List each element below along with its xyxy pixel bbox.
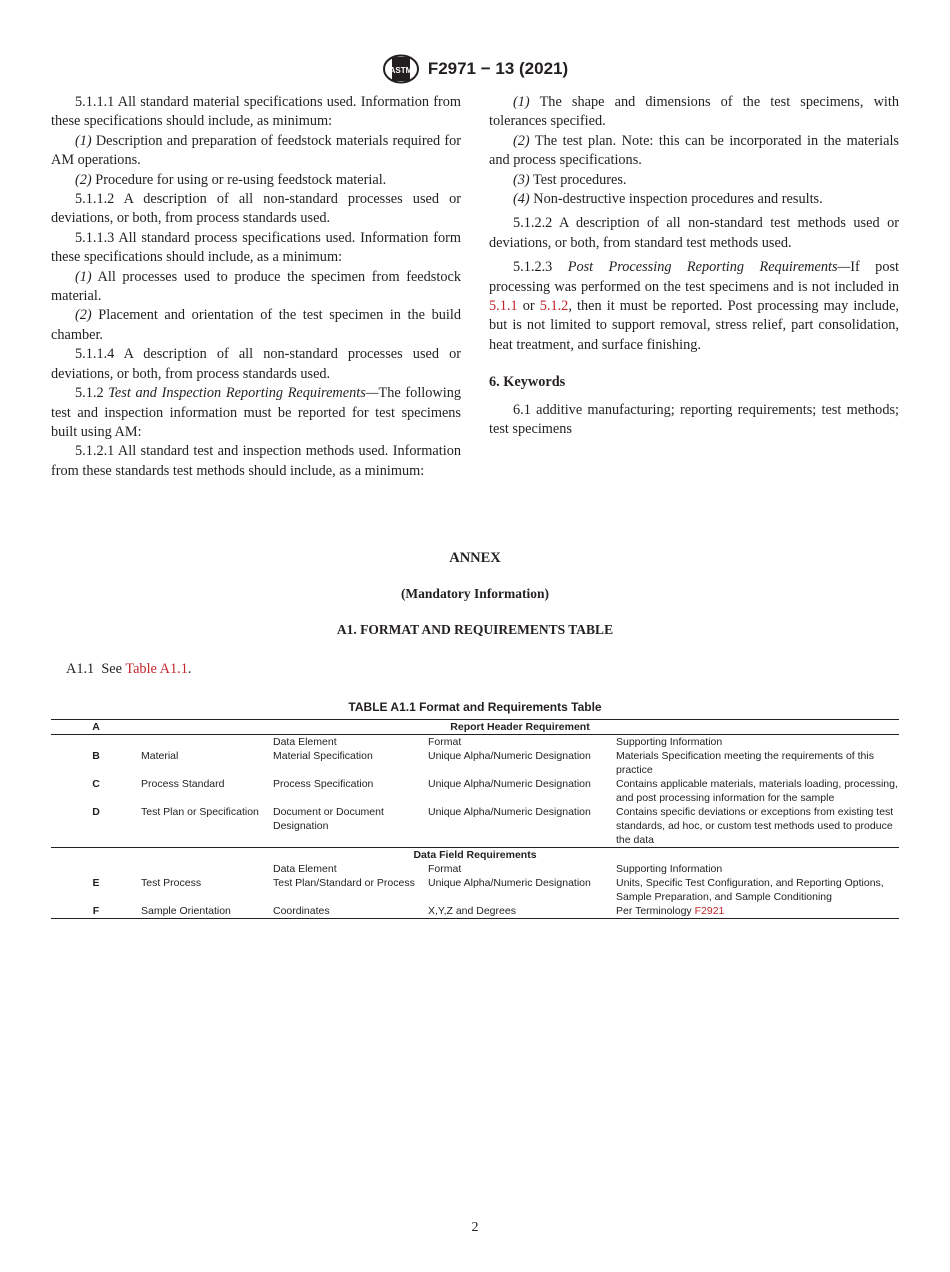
list-item: (2) Procedure for using or re-using feedstock material.	[75, 171, 387, 188]
requirements-table	[51, 719, 899, 919]
paragraph-5-1-1-1: 5.1.1.1 All standard material specifications used. Information from these specifications should include, as minimum:	[51, 94, 461, 130]
table-row	[51, 848, 899, 863]
paragraph-5-1-2-2: 5.1.2.2 A description of all non-standard test methods used or deviations, or both, from standard test methods used.	[489, 215, 899, 251]
annex-section-title: A1. FORMAT AND REQUIREMENTS TABLE	[336, 622, 614, 637]
page-header	[0, 54, 950, 84]
left-column	[51, 93, 461, 481]
table-row: A Report Header Requirement	[51, 720, 899, 735]
annex-title: ANNEX	[449, 550, 501, 566]
paragraph-5-1-2-1: 5.1.2.1 All standard test and inspection methods used. Information from these standards test methods should include, as a minimum:	[51, 443, 461, 479]
paragraph-5-1-1-3: 5.1.1.3 All standard process specifications used. Information form these specifications should include, as a minimum:	[51, 229, 461, 266]
right-column	[489, 93, 899, 440]
list-item: (4) Non-destructive inspection procedures and results.	[513, 191, 823, 208]
document-designation: F2971 − 13 (2021)	[427, 59, 569, 78]
f2921-link[interactable]: F2921	[694, 905, 725, 917]
ref-5-1-1-link[interactable]: 5.1.1	[489, 298, 518, 315]
paragraph-6-1: 6.1 additive manufacturing; reporting requirements; test methods; test specimens	[489, 401, 900, 438]
column-header-row: Data Element Format Supporting Information	[273, 863, 723, 875]
list-item: (1) Description and preparation of feedstock materials required for AM operations.	[51, 132, 461, 169]
keywords-heading: 6. Keywords	[489, 374, 566, 391]
column-header-row: Data Element Format Supporting Information	[51, 735, 899, 750]
svg-text:ASTM: ASTM	[389, 66, 413, 75]
annex-subtitle: (Mandatory Information)	[400, 586, 550, 601]
paragraph-5-1-1-4: 5.1.1.4 A description of all non-standard processes used or deviations, or both, from process standards used.	[51, 346, 461, 382]
list-item: (2) The test plan. Note: this can be incorporated in the materials and process specifications.	[489, 132, 899, 169]
table-row: B Material Material Specification Unique Alpha/Numeric Designation Materials Specification meeting the requirements of this practice	[92, 750, 874, 776]
table-title: TABLE A1.1 Format and Requirements Table	[348, 700, 602, 714]
section-header: Data Field Requirements	[51, 848, 899, 863]
paragraph-5-1-2: 5.1.2 Test and Inspection Reporting Requirements—The following test and inspection information must be reported for test specimens built using AM:	[51, 385, 462, 440]
table-row: F Sample Orientation Coordinates X,Y,Z and Degrees Per Terminology F2921	[51, 904, 899, 919]
paragraph-5-1-1-2: 5.1.1.2 A description of all non-standard processes used or deviations, or both, from process standards used.	[51, 191, 461, 227]
page-number: 2	[471, 1220, 479, 1235]
list-item: (3) Test procedures.	[513, 171, 627, 188]
paragraph-5-1-2-3: 5.1.2.3 Post Processing Reporting Requirements—If post processing was performed on the test specimens and is not included in 5.1.1 or 5.1.2, then it must be reported. Post processing may include, but is not limited to support removal, stress relief, part consolidation, heat treatment, and surface finishing.	[489, 259, 900, 353]
list-item: (2) Placement and orientation of the test specimen in the build chamber.	[51, 307, 461, 343]
ref-5-1-2-link[interactable]: 5.1.2	[539, 298, 569, 315]
table-row: C Process Standard Process Specification Unique Alpha/Numeric Designation Contains applicable materials, materials loading, processing, and post processing information for the sample	[92, 778, 898, 804]
paragraph-a1-1: A1.1 See Table A1.1.	[66, 661, 192, 677]
table-row: E Test Process Test Plan/Standard or Process Unique Alpha/Numeric Designation Units, Specific Test Configuration, and Reporting Options, Sample Preparation, and Sample Conditioning	[92, 877, 884, 903]
table-a1-1-link[interactable]: Table A1.1	[125, 661, 188, 677]
list-item: (1) All processes used to produce the specimen from feedstock material.	[51, 268, 461, 305]
astm-logo-icon	[382, 54, 420, 84]
table-row: D Test Plan or Specification Document or Document Designation Unique Alpha/Numeric Designation Contains specific deviations or exceptions from existing test standards, ad hoc, or custom test methods used to produce the data	[92, 806, 894, 846]
list-item: (1) The shape and dimensions of the test specimens, with tolerances specified.	[489, 94, 899, 130]
section-header: Report Header Requirement	[141, 720, 899, 735]
